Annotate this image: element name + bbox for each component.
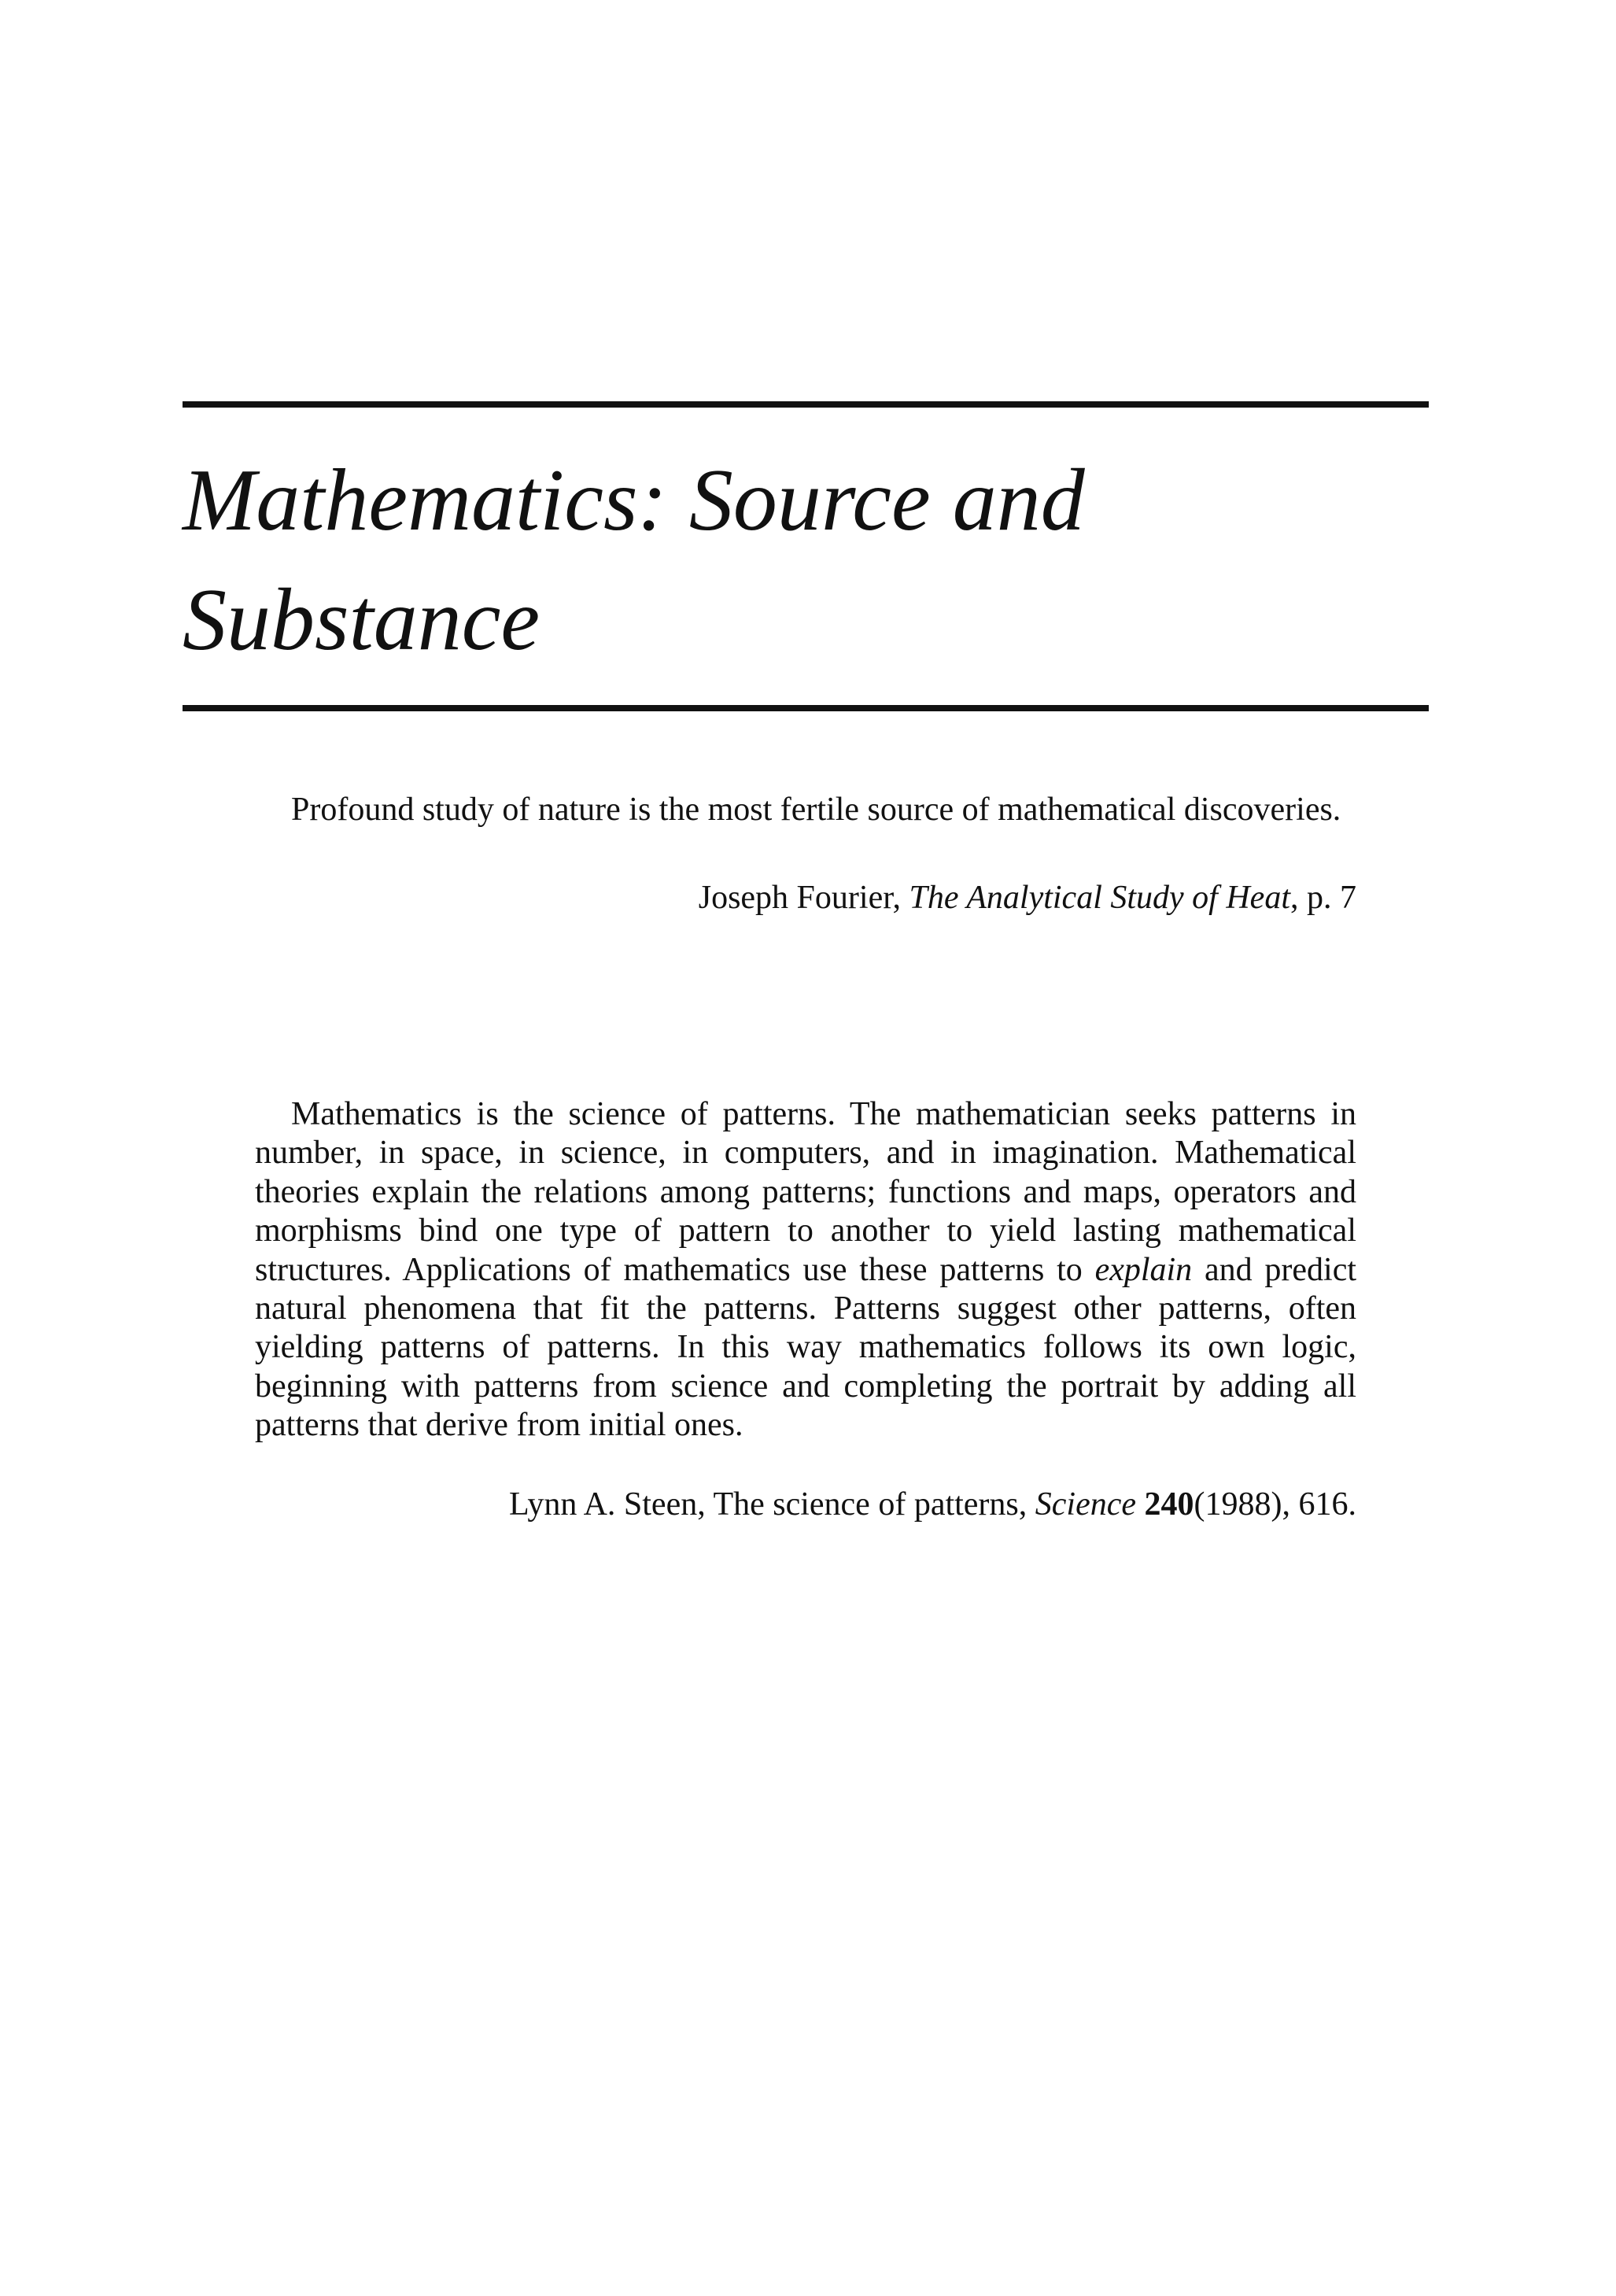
quote-text-before-emphasis: Mathematics is the science of patterns. The mathematician seeks patterns in number, in space, in science, in computers, and in imagination. Mathematical theories explain the relations among patterns; functions and maps, operators and morphisms bind one type of pattern to another to yield lasting mathematical structures. Applications of mathematics use these patterns to: [255, 1096, 1356, 1288]
attribution-work-title: The Analytical Study of Heat: [909, 880, 1290, 916]
attribution-locator: , p. 7: [1290, 880, 1356, 916]
epigraph-steen: [255, 1095, 1356, 1524]
epigraph-quote: [255, 1095, 1356, 1445]
epigraph-attribution: [255, 1485, 1356, 1524]
attribution-author: Joseph Fourier,: [698, 880, 909, 916]
attribution-year-page: (1988), 616.: [1194, 1486, 1356, 1523]
attribution-journal: Science: [1035, 1486, 1137, 1523]
epigraph-quote: Profound study of nature is the most fertile source of mathematical discoveries.: [291, 792, 1341, 828]
epigraph-fourier: [255, 790, 1356, 917]
chapter-title-top-rule: [183, 401, 1429, 408]
quote-emphasis: explain: [1094, 1251, 1193, 1288]
attribution-author-article: Lynn A. Steen, The science of patterns,: [509, 1486, 1035, 1523]
attribution-volume: 240: [1144, 1486, 1194, 1523]
quote-text-after-emphasis: and predict natural phenomena that fit the patterns. Patterns suggest other patterns, often yielding patterns of patterns. In this way mathematics follows its own logic, beginning with patterns from science and completing the portrait by adding all patterns that derive from initial ones.: [255, 1251, 1357, 1444]
epigraph-attribution: [255, 878, 1356, 917]
chapter-title-bottom-rule: [183, 705, 1429, 711]
chapter-title: Mathematics: Source and Substance: [183, 452, 1085, 669]
